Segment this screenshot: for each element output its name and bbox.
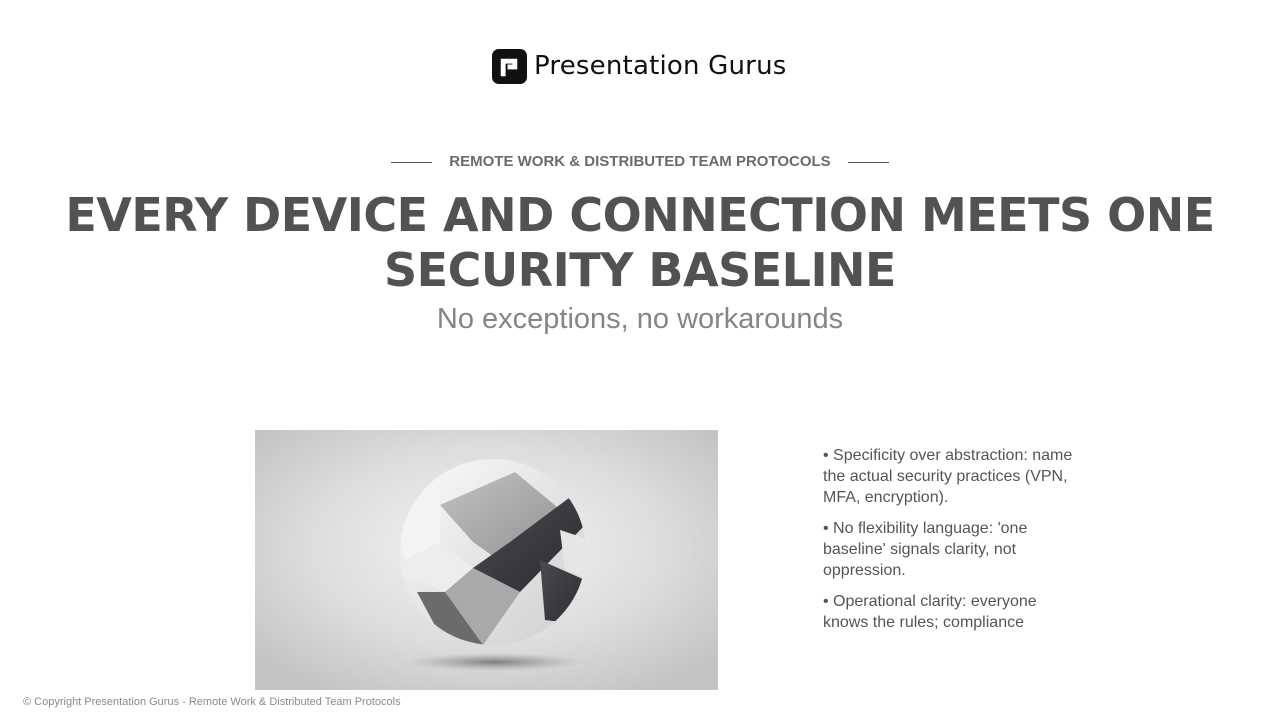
brand-name: Presentation Gurus [534,51,787,81]
brand-logo [492,48,787,84]
section-eyebrow [0,152,1280,172]
slide-subtitle: No exceptions, no workarounds [436,303,844,335]
eyebrow-line-left [391,162,432,163]
eyebrow-text: REMOTE WORK & DISTRIBUTED TEAM PROTOCOLS [449,153,831,170]
geometric-shield-illustration [255,430,718,690]
slide-title: EVERY DEVICE AND CONNECTION MEETS ONE SECURITY BASELINE [65,188,1215,297]
bullet-item: • Specificity over abstraction: name the actual security practices (VPN, MFA, encryption). [823,447,1073,506]
bullet-list [823,445,1073,643]
presentation-gurus-logo-icon [492,49,527,84]
bullet-item: • No flexibility language: 'one baseline' signals clarity, not oppression. [823,520,1028,579]
bullet-item: • Operational clarity: everyone knows the rules; compliance [823,593,1037,631]
eyebrow-line-right [848,162,889,163]
footer-copyright: © Copyright Presentation Gurus - Remote Work & Distributed Team Protocols [23,696,401,708]
